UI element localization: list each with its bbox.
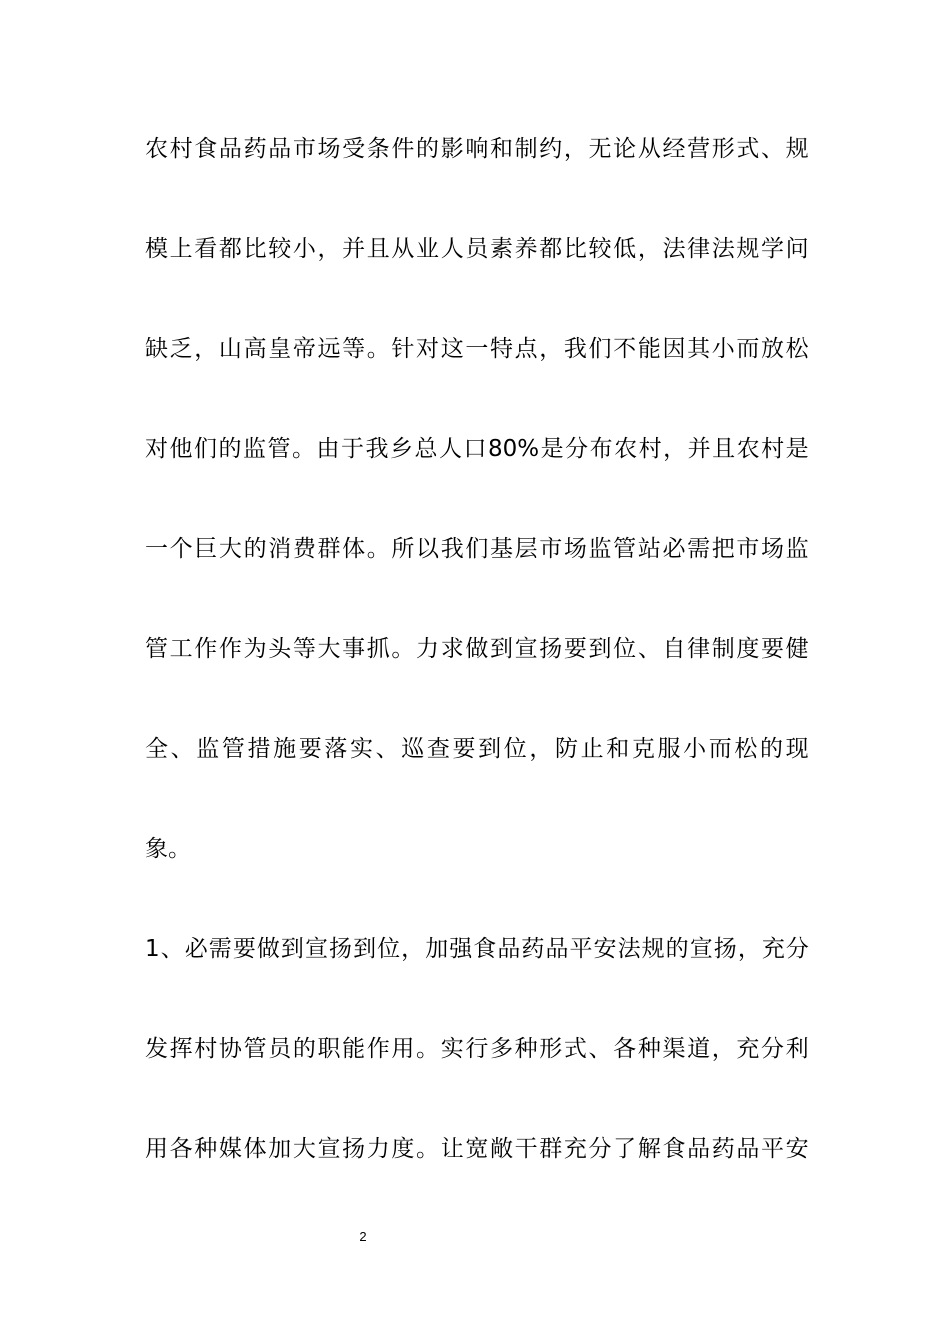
text-line-6: 管 工 作 作 为 头 等 大 事 抓 。 力 求 做 到 宣 扬 要 到 位 、 自 律 制 度 要 健	[145, 636, 809, 662]
text-line-7: 全 、 监 管 措 施 要 落 实 、 巡 查 要 到 位 ， 防 止 和 克 服 小 而 松 的 现	[145, 736, 809, 762]
text-line-4: 对 他 们 的 监 管 。 由 于 我 乡 总 人 口 80% 是 分 布 农 村 ， 并 且 农 村 是	[145, 436, 809, 462]
text-line-8: 象。	[145, 836, 191, 862]
text-line-11: 用 各 种 媒 体 加 大 宣 扬 力 度 。 让 宽 敞 干 群 充 分 了 解 食 品 药 品 平 安	[145, 1136, 809, 1162]
text-line-9: 1 、 必 需 要 做 到 宣 扬 到 位 ， 加 强 食 品 药 品 平 安 法 规 的 宣 扬 ， 充 分	[145, 936, 809, 962]
text-line-5: 一 个 巨 大 的 消 费 群 体 。 所 以 我 们 基 层 市 场 监 管 站 必 需 把 市 场 监	[145, 536, 809, 562]
text-line-10: 发 挥 村 协 管 员 的 职 能 作 用 。 实 行 多 种 形 式 、 各 种 渠 道 ， 充 分 利	[145, 1036, 809, 1062]
text-line-3: 缺 乏 ， 山 高 皇 帝 远 等 。 针 对 这 一 特 点 ， 我 们 不 能 因 其 小 而 放 松	[145, 336, 809, 362]
text-line-2: 模 上 看 都 比 较 小 ， 并 且 从 业 人 员 素 养 都 比 较 低 ， 法 律 法 规 学 问	[145, 236, 809, 262]
page-number: 2	[359, 1229, 367, 1244]
text-line-1: 农 村 食 品 药 品 市 场 受 条 件 的 影 响 和 制 约 ， 无 论 从 经 营 形 式 、 规	[145, 136, 809, 162]
